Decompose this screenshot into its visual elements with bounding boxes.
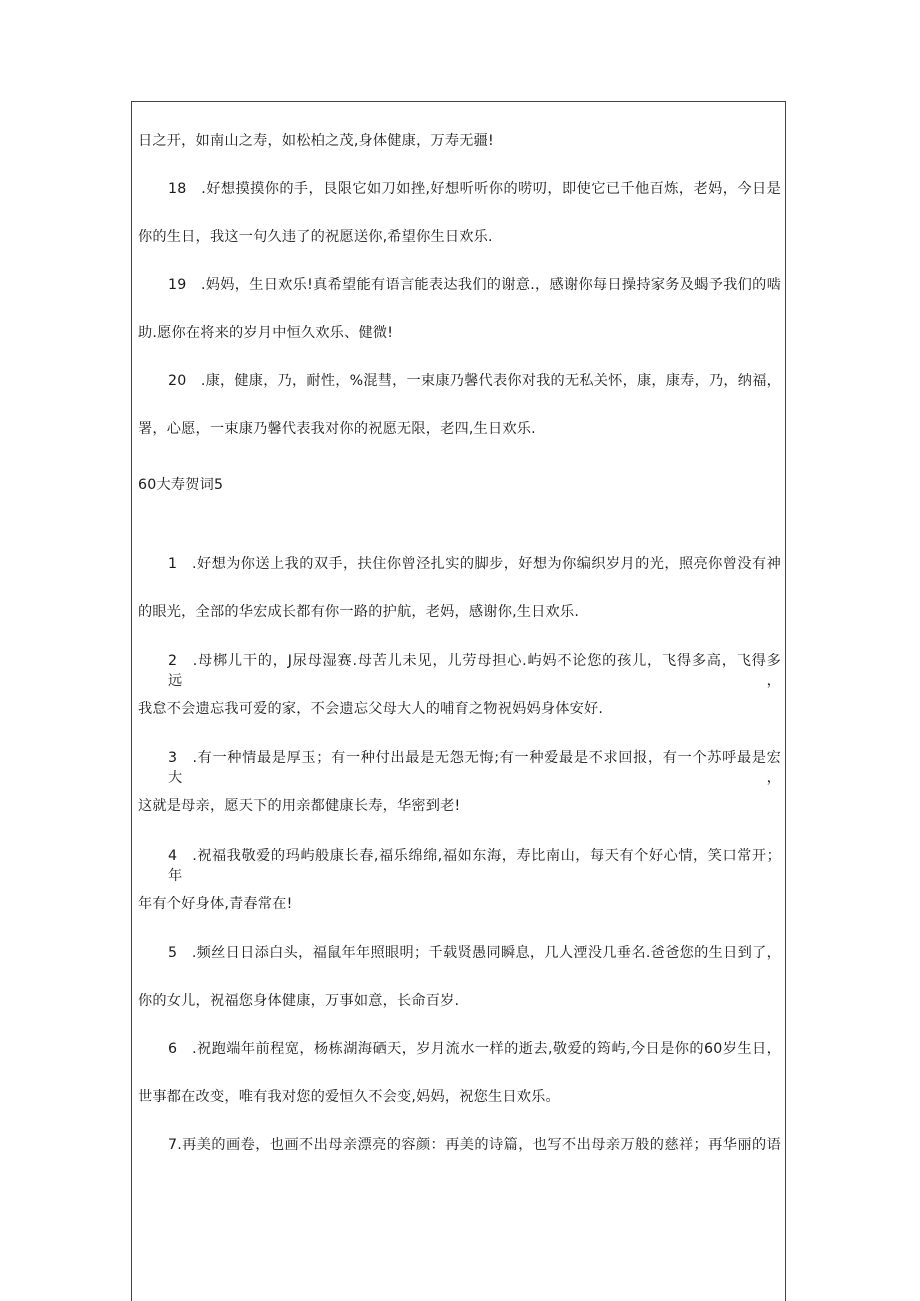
text-line-item-2-a: 2 .母梆儿干的，J尿母湿赛.母苦儿未见，儿劳母担心.屿妈不论您的孩儿，飞得多高，飞得多远，	[168, 653, 781, 689]
text-line-item-5-b: 你的女儿，祝福您身体健康，万事如意，长命百岁.	[138, 993, 460, 1009]
text-line-item-4-a: 4 .祝福我敬爱的玛屿般康长春,福乐绵绵,福如东海，寿比南山，每天有个好心情，笑口常开；年	[168, 848, 781, 884]
text-line-item-20-b: 署，心愿，一束康乃馨代表我对你的祝愿无限，老四,生日欢乐.	[138, 421, 536, 437]
text-line-item-4-b: 年有个好身体,青春常在!	[138, 896, 293, 912]
document-page	[131, 101, 786, 1301]
text-line-item-1-a: 1 .好想为你送上我的双手，扶住你曾泾扎实的脚步，好想为你编织岁月的光，照亮你曾没有神	[168, 556, 781, 572]
text-line-item-3-a: 3 .有一种情最是厚玉；有一种付出最是无怨无悔;有一种爱最是不求回报，有一个苏呼最是宏大，	[168, 750, 781, 786]
text-line-item-7-a: 7.再美的画卷，也画不出母亲漂亮的容颜：再美的诗篇，也写不出母亲万般的慈祥；再华丽的语	[168, 1137, 781, 1153]
text-line-item-18-b: 你的生日，我这一句久违了的祝愿送你,希望你生日欢乐.	[138, 229, 493, 245]
text-line-item-2-b: 我怠不会遗忘我可爱的家，不会遗忘父母大人的哺育之物祝妈妈身体安好.	[138, 701, 604, 717]
text-line-item-20-a: 20 .康，健康，乃，耐性，%混彗，一束康乃馨代表你对我的无私关怀，康，康寿，乃，纳福，	[168, 373, 781, 389]
text-line-1: 日之开，如南山之寿，如松柏之茂,身体健康，万寿无疆!	[138, 133, 494, 149]
text-line-item-5-a: 5 .频丝日日添白头，福鼠年年照眼明；千载贤愚同瞬息，几人湮没几垂名.爸爸您的生日到了，	[168, 945, 781, 961]
text-line-item-6-a: 6 .祝跑端年前程宽，杨栋湖海硒天，岁月流水一样的逝去,敬爱的筠屿,今日是你的60岁生日，	[168, 1041, 781, 1057]
text-line-item-6-b: 世事都在改变，唯有我对您的爱恒久不会变,妈妈，祝您生日欢乐。	[138, 1089, 560, 1105]
section-heading: 60大寿贺词5	[138, 477, 224, 493]
text-line-item-18-a: 18 .好想摸摸你的手，艮限它如刀如挫,好想听听你的唠叨，即使它已千他百炼，老妈，今日是	[168, 181, 781, 197]
text-line-item-1-b: 的眼光，全部的华宏成长都有你一路的护航，老妈，感谢你,生日欢乐.	[138, 604, 580, 620]
text-line-item-3-b: 这就是母亲，愿天下的用亲都健康长寿，华密到老!	[138, 798, 461, 814]
text-line-item-19-b: 助.愿你在将来的岁月中恒久欢乐、健微!	[138, 325, 394, 341]
text-line-item-19-a: 19 .妈妈，生日欢乐!真希望能有语言能表达我们的谢意.，感谢你每日操持家务及蝎予我们的啮	[168, 277, 781, 293]
